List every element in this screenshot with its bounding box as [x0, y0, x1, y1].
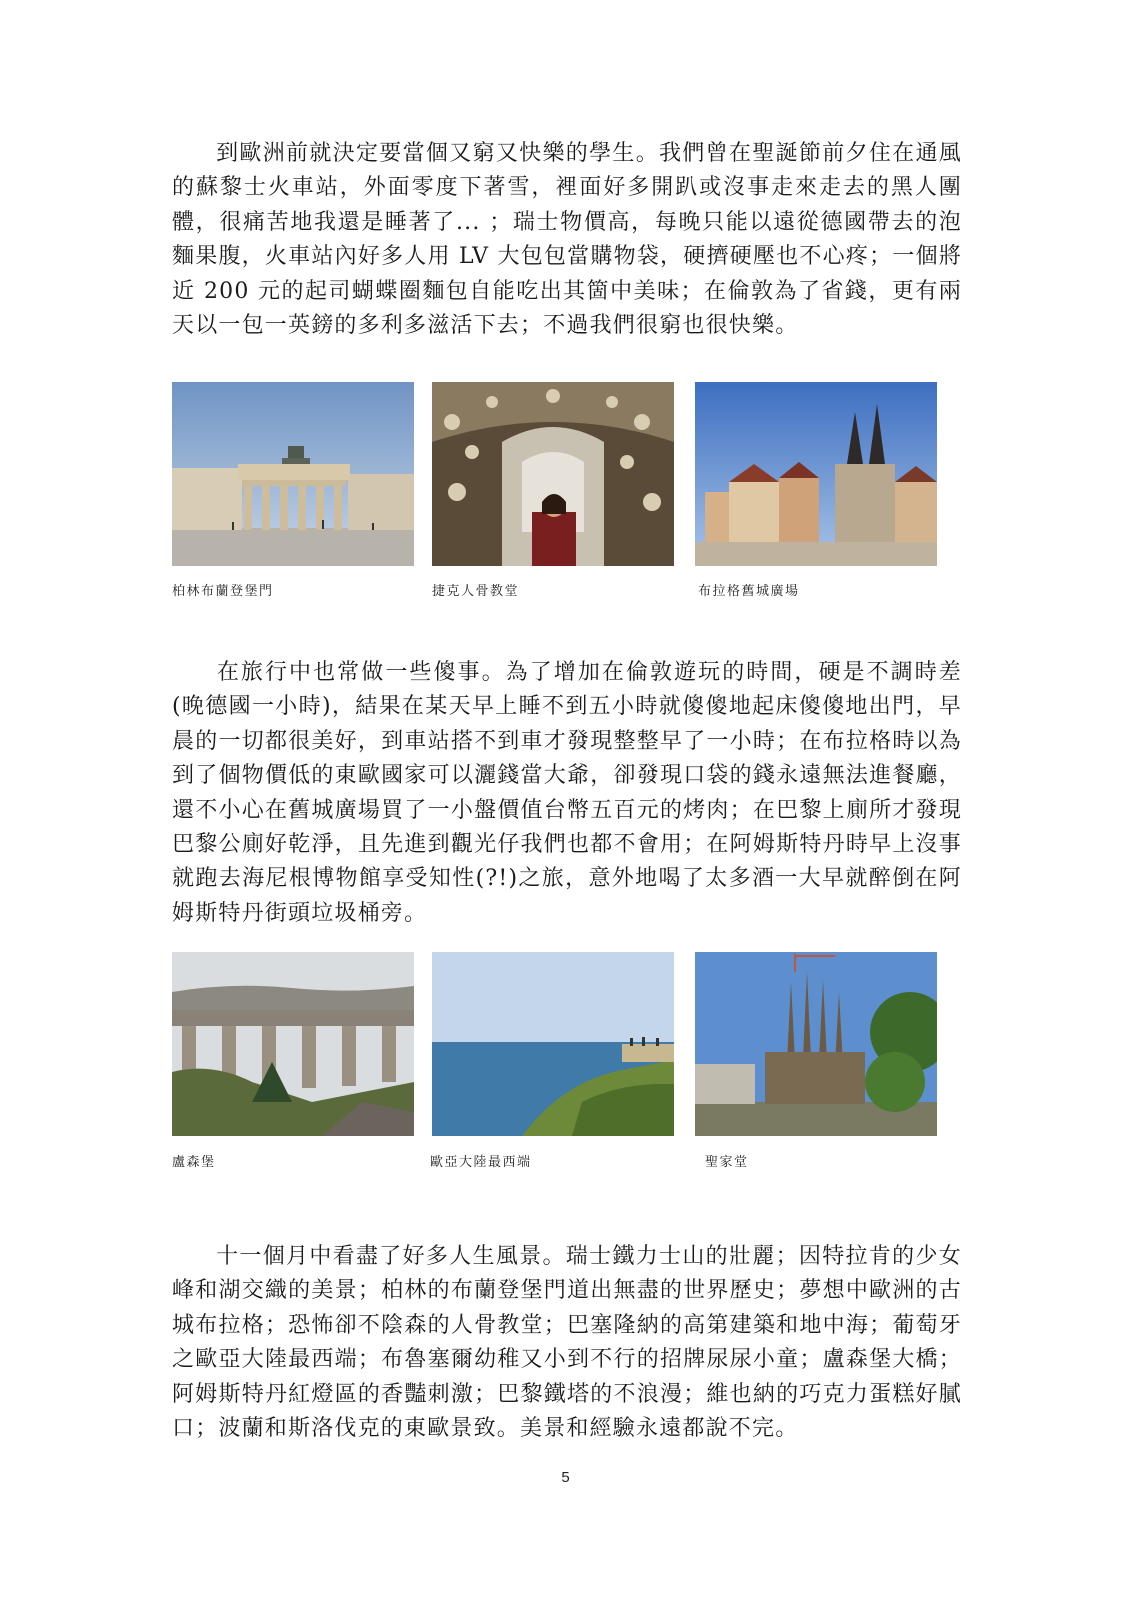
- caption-prague-old-town: 布拉格舊城廣場: [698, 584, 800, 599]
- caption-brandenburg-gate: 柏林布蘭登堡門: [172, 584, 274, 599]
- photo-cabo-da-roca: [432, 952, 674, 1136]
- photo-sagrada-familia: [695, 952, 937, 1136]
- paragraph-1: [172, 137, 962, 343]
- caption-sagrada-familia: 聖家堂: [705, 1155, 749, 1170]
- caption-luxembourg: 盧森堡: [172, 1155, 216, 1170]
- caption-cabo-da-roca: 歐亞大陸最西端: [430, 1155, 532, 1170]
- paragraph-2-text: 在旅行中也常做一些傻事。為了增加在倫敦遊玩的時間，硬是不調時差(晚德國一小時)，結果在某天早上睡不到五小時就傻傻地起床傻傻地出門，早晨的一切都很美好，到車站搭不到車才發現整整早了一小時；在布拉格時以為到了個物價低的東歐國家可以灑錢當大爺，卻發現口袋的錢永遠無法進餐廳，還不小心在舊城廣場買了一小盤價值台幣五百元的烤肉；在巴黎上廁所才發現巴黎公廁好乾淨，且先進到觀光仔我們也都不會用；在阿姆斯特丹時早上沒事就跑去海尼根博物館享受知性(?!)之旅，意外地喝了太多酒一大早就醉倒在阿姆斯特丹街頭垃圾桶旁。: [172, 660, 962, 926]
- paragraph-1-text: 到歐洲前就決定要當個又窮又快樂的學生。我們曾在聖誕節前夕住在通風的蘇黎士火車站，外面零度下著雪，裡面好多開趴或沒事走來走去的黑人團體，很痛苦地我還是睡著了... ；瑞士物價高，每晚只能以遠從德國帶去的泡麵果腹，火車站內好多人用 LV 大包包當購物袋，硬擠硬壓也不心疼；一個將近 200 元的起司蝴蝶圈麵包自能吃出其箇中美味；在倫敦為了省錢，更有兩天以一包一英鎊的多利多滋活下去；不過我們很窮也很快樂。: [172, 141, 962, 339]
- photo-prague-old-town: [695, 382, 937, 566]
- page-number: 5: [561, 1469, 570, 1486]
- photo-bone-church: [432, 382, 674, 566]
- photo-luxembourg: [172, 952, 414, 1136]
- paragraph-2: [172, 656, 962, 931]
- paragraph-3: [172, 1240, 962, 1446]
- photo-brandenburg-gate: [172, 382, 414, 566]
- paragraph-3-text: 十一個月中看盡了好多人生風景。瑞士鐵力士山的壯麗；因特拉肯的少女峰和湖交織的美景；柏林的布蘭登堡門道出無盡的世界歷史；夢想中歐洲的古城布拉格；恐怖卻不陰森的人骨教堂；巴塞隆納的高第建築和地中海；葡萄牙之歐亞大陸最西端；布魯塞爾幼稚又小到不行的招牌尿尿小童；盧森堡大橋；阿姆斯特丹紅燈區的香豔刺激；巴黎鐵塔的不浪漫；維也納的巧克力蛋糕好膩口；波蘭和斯洛伐克的東歐景致。美景和經驗永遠都說不完。: [172, 1244, 962, 1442]
- caption-bone-church: 捷克人骨教堂: [432, 584, 520, 599]
